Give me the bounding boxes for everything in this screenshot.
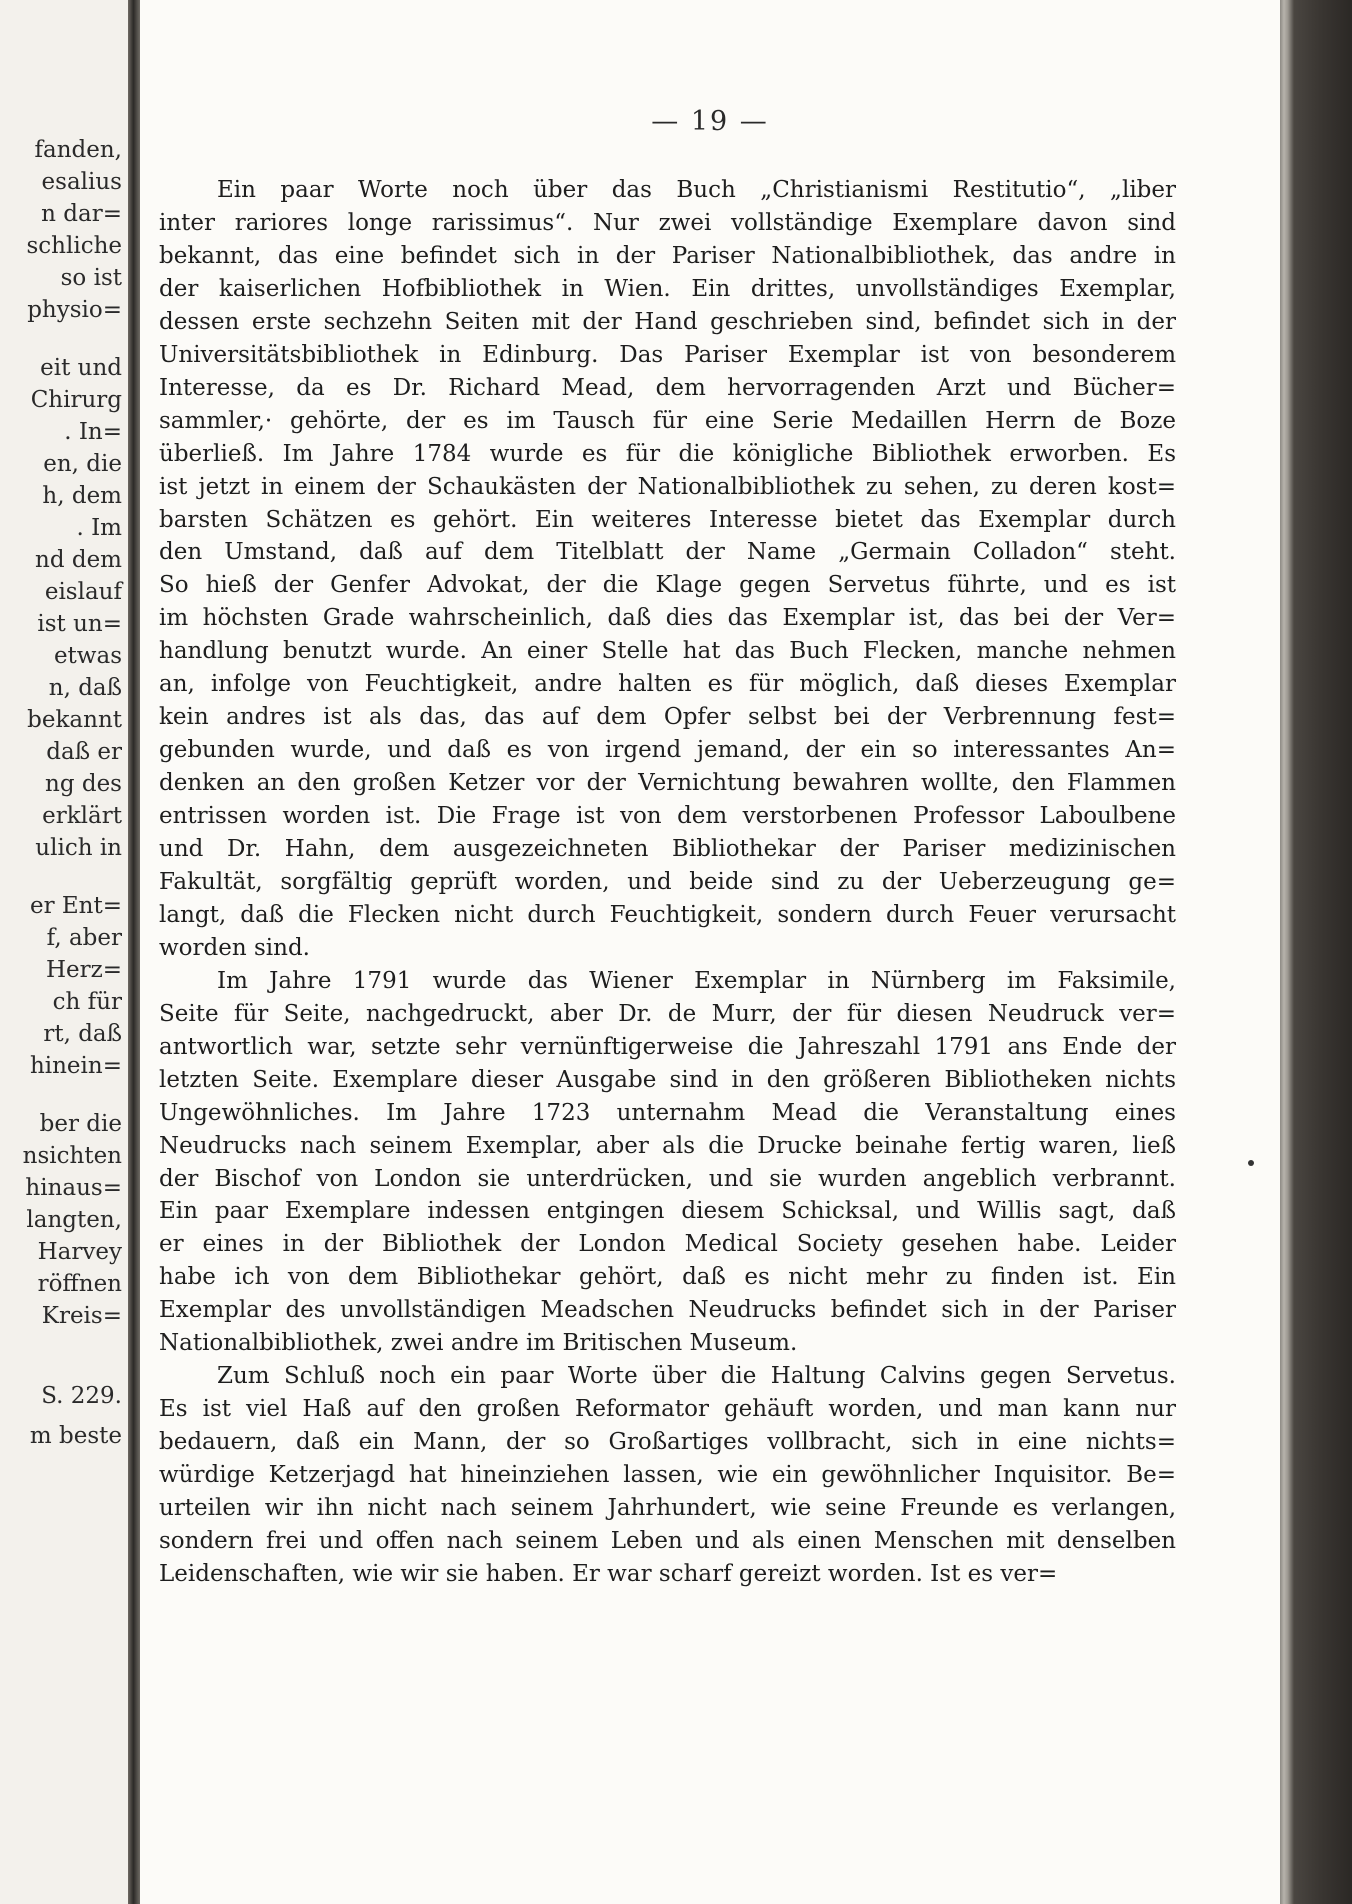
- left-fragment-line: . In=: [64, 419, 122, 445]
- text-line: habe ich von dem Bibliothekar gehört, daß es nicht mehr zu finden ist. Ein: [159, 1264, 1176, 1290]
- text-line: dessen erste sechzehn Seiten mit der Hand geschrieben sind, befindet sich in der: [159, 309, 1176, 335]
- text-line: der Bischof von London sie unterdrücken, und sie wurden angeblich verbrannt.: [159, 1166, 1176, 1192]
- text-line: Interesse, da es Dr. Richard Mead, dem hervorragenden Arzt und Bücher=: [159, 375, 1176, 401]
- text-line: würdige Ketzerjagd hat hineinziehen lassen, wie ein gewöhnlicher Inquisitor. Be=: [159, 1462, 1176, 1488]
- text-line: Neudrucks nach seinem Exemplar, aber als die Drucke beinahe fertig waren, ließ: [159, 1133, 1176, 1159]
- left-fragment-line: Chirurg: [30, 387, 122, 413]
- text-line: bedauern, daß ein Mann, der so Großartiges vollbracht, sich in eine nichts=: [159, 1429, 1176, 1455]
- text-line: und Dr. Hahn, dem ausgezeichneten Bibliothekar der Pariser medizinischen: [159, 836, 1176, 862]
- left-fragment-line: physio=: [27, 297, 122, 323]
- text-line: worden sind.: [159, 935, 310, 961]
- text-line: handlung benutzt wurde. An einer Stelle hat das Buch Flecken, manche nehmen: [159, 638, 1176, 664]
- left-fragment-line: eislauf: [44, 579, 122, 605]
- left-fragment-line: ng des: [45, 771, 122, 797]
- left-fragment-line: etwas: [53, 643, 122, 669]
- left-fragment-line: en, die: [43, 451, 122, 477]
- stray-mark: [1248, 1160, 1254, 1166]
- left-fragment-line: so ist: [60, 265, 122, 291]
- text-line: im höchsten Grade wahrscheinlich, daß dies das Exemplar ist, das bei der Ver=: [159, 605, 1176, 631]
- left-page-fragment: [0, 0, 128, 1904]
- text-line: er eines in der Bibliothek der London Medical Society gesehen habe. Leider: [159, 1231, 1176, 1257]
- left-fragment-line: bekannt: [27, 707, 122, 733]
- text-line: Ein paar Exemplare indessen entgingen diesem Schicksal, und Willis sagt, daß: [159, 1198, 1176, 1224]
- text-line: inter rariores longe rarissimus“. Nur zwei vollständige Exemplare davon sind: [159, 210, 1176, 236]
- left-fragment-line: n, daß: [48, 675, 122, 701]
- left-fragment-line: langten,: [26, 1207, 122, 1233]
- left-fragment-line: ist un=: [37, 611, 122, 637]
- left-fragment-line: fanden,: [34, 137, 122, 163]
- left-fragment-line: . Im: [76, 515, 122, 541]
- text-line: Exemplar des unvollständigen Meadschen Neudrucks befindet sich in der Pariser: [159, 1297, 1176, 1323]
- left-fragment-line: Kreis=: [41, 1303, 122, 1329]
- left-fragment-line: m beste: [29, 1423, 122, 1449]
- left-fragment-line: h, dem: [42, 483, 122, 509]
- text-line: gebunden wurde, und daß es von irgend jemand, der ein so interessantes An=: [159, 737, 1176, 763]
- left-fragment-line: schliche: [26, 233, 122, 259]
- left-fragment-line: rt, daß: [43, 1021, 122, 1047]
- text-line: Es ist viel Haß auf den großen Reformator gehäuft worden, und man kann nur: [159, 1396, 1176, 1422]
- left-fragment-line: daß er: [46, 739, 122, 765]
- left-fragment-line: hinaus=: [25, 1175, 122, 1201]
- text-line: sondern frei und offen nach seinem Leben und als einen Menschen mit denselben: [159, 1528, 1176, 1554]
- text-line: entrissen worden ist. Die Frage ist von dem verstorbenen Professor Laboulbene: [159, 803, 1176, 829]
- text-line: kein andres ist als das, das auf dem Opfer selbst bei der Verbrennung fest=: [159, 704, 1176, 730]
- page-number: — 19 —: [651, 106, 769, 137]
- book-edge: [1280, 0, 1352, 1904]
- text-line: Ungewöhnliches. Im Jahre 1723 unternahm Mead die Veranstaltung eines: [159, 1100, 1176, 1126]
- text-line: Fakultät, sorgfältig geprüft worden, und beide sind zu der Ueberzeugung ge=: [159, 869, 1176, 895]
- book-gutter: [128, 0, 140, 1904]
- text-line: Leidenschaften, wie wir sie haben. Er war scharf gereizt worden. Ist es ver=: [159, 1561, 1058, 1587]
- text-line: Universitätsbibliothek in Edinburg. Das Pariser Exemplar ist von besonderem: [159, 342, 1176, 368]
- book-page: [140, 0, 1280, 1904]
- text-line: barsten Schätzen es gehört. Ein weiteres Interesse bietet das Exemplar durch: [159, 507, 1176, 533]
- left-fragment-line: eit und: [40, 355, 122, 381]
- left-fragment-line: hinein=: [29, 1053, 122, 1079]
- text-line: urteilen wir ihn nicht nach seinem Jahrhundert, wie seine Freunde es verlangen,: [159, 1495, 1176, 1521]
- left-fragment-line: ulich in: [35, 835, 122, 861]
- left-fragment-line: erklärt: [42, 803, 122, 829]
- text-line: überließ. Im Jahre 1784 wurde es für die königliche Bibliothek erworben. Es: [159, 441, 1176, 467]
- text-line: Seite für Seite, nachgedruckt, aber Dr. de Murr, der für diesen Neudruck ver=: [159, 1001, 1176, 1027]
- left-fragment-line: esalius: [41, 169, 122, 195]
- left-fragment-line: ber die: [39, 1111, 122, 1137]
- text-line: denken an den großen Ketzer vor der Vernichtung bewahren wollte, den Flammen: [159, 770, 1176, 796]
- left-fragment-line: nsichten: [22, 1143, 122, 1169]
- text-line: ist jetzt in einem der Schaukästen der Nationalbibliothek zu sehen, zu deren kost=: [159, 474, 1176, 500]
- left-fragment-line: f, aber: [46, 925, 122, 951]
- text-line: Nationalbibliothek, zwei andre im Britischen Museum.: [159, 1330, 798, 1356]
- text-line: Im Jahre 1791 wurde das Wiener Exemplar in Nürnberg im Faksimile,: [217, 968, 1176, 994]
- text-line: antwortlich war, setzte sehr vernünftigerweise die Jahreszahl 1791 ans Ende der: [159, 1034, 1176, 1060]
- left-fragment-line: S. 229.: [41, 1383, 122, 1409]
- text-line: bekannt, das eine befindet sich in der Pariser Nationalbibliothek, das andre in: [159, 243, 1176, 269]
- text-line: So hieß der Genfer Advokat, der die Klage gegen Servetus führte, und es ist: [159, 572, 1176, 598]
- left-fragment-line: röffnen: [37, 1271, 122, 1297]
- text-line: langt, daß die Flecken nicht durch Feuchtigkeit, sondern durch Feuer verursacht: [159, 902, 1176, 928]
- left-fragment-line: Harvey: [37, 1239, 122, 1265]
- text-line: Ein paar Worte noch über das Buch „Christianismi Restitutio“, „liber: [217, 177, 1176, 203]
- text-line: den Umstand, daß auf dem Titelblatt der Name „Germain Colladon“ steht.: [159, 539, 1176, 565]
- text-line: Zum Schluß noch ein paar Worte über die Haltung Calvins gegen Servetus.: [217, 1363, 1176, 1389]
- text-line: an, infolge von Feuchtigkeit, andre halten es für möglich, daß dieses Exemplar: [159, 671, 1176, 697]
- left-fragment-line: nd dem: [35, 547, 122, 573]
- left-fragment-line: er Ent=: [29, 893, 122, 919]
- left-fragment-line: ch für: [52, 989, 122, 1015]
- text-line: der kaiserlichen Hofbibliothek in Wien. Ein drittes, unvollständiges Exemplar,: [159, 276, 1176, 302]
- text-line: sammler,· gehörte, der es im Tausch für eine Serie Medaillen Herrn de Boze: [159, 408, 1176, 434]
- left-fragment-line: Herz=: [45, 957, 122, 983]
- left-fragment-line: n dar=: [41, 201, 122, 227]
- text-line: letzten Seite. Exemplare dieser Ausgabe sind in den größeren Bibliotheken nichts: [159, 1067, 1176, 1093]
